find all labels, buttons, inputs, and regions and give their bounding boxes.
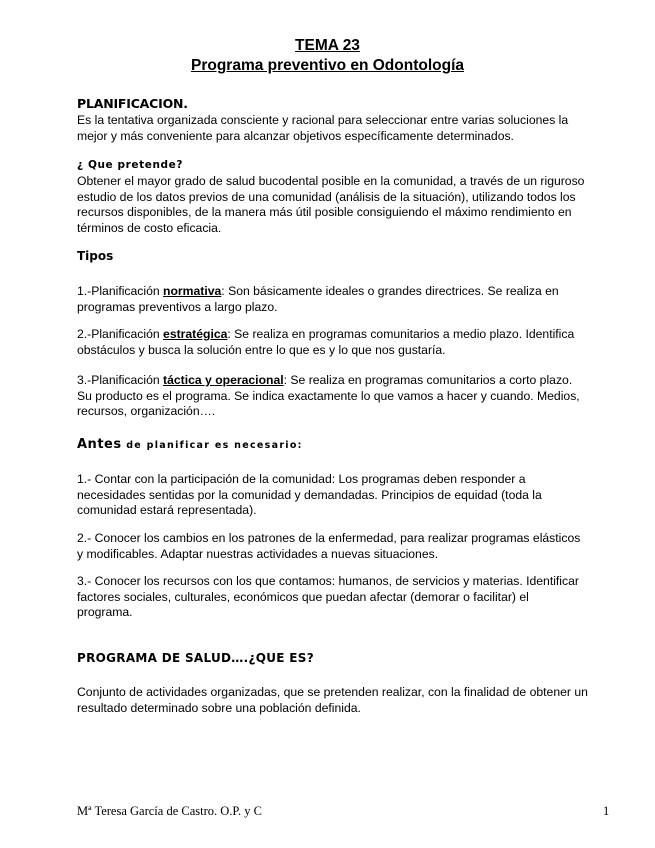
page-subtitle: Programa preventivo en Odontología [190, 57, 464, 74]
heading-planificacion: PLANIFICACION. [77, 96, 188, 111]
antes-item-1: 1.- Contar con la participación de la comunidad: Los programas deben responder a necesidades sentidas por la comunidad y demandadas. Principios de equidad (toda la comunidad estará representada). [77, 472, 542, 517]
paragraph-planificacion: Es la tentativa organizada consciente y racional para seleccionar entre varias soluciones la mejor y más conveniente para alcanzar objetivos específicamente determinados. [77, 113, 569, 143]
term-normativa: normativa [163, 284, 222, 298]
paragraph-que-pretende: Obtener el mayor grado de salud bucodental posible en la comunidad, a través de un riguroso estudio de los datos previos de una comunidad (análisis de la situación), utilizando todos los recursos disponibles, de la manera más útil posible consiguiendo el máximo rendimiento en términos de costo eficacia. [77, 174, 585, 235]
antes-item-3: 3.- Conocer los recursos con los que contamos: humanos, de servicios y materias. Identificar factores sociales, culturales, económicos que puedan afectar (demorar o facilitar) el programa. [77, 574, 579, 619]
heading-antes: Antes de planificar es necesario: [77, 437, 303, 452]
tipo-item-estrategica: 2.-Planificación estratégica: Se realiza en programas comunitarios a medio plazo. Identifica obstáculos y busca la solución entre lo que es y lo que nos gustaría. [77, 327, 575, 357]
heading-que-pretende: ¿ Que pretende? [77, 159, 184, 171]
tipo-item-tactica: 3.-Planificación táctica y operacional: Se realiza en programas comunitarios a corto plazo. Su producto es el programa. Se indica exactamente lo que vamos a hacer y cuando. Medios, recursos, organización…. [77, 373, 580, 418]
tipo-item-normativa: 1.-Planificación normativa: Son básicamente ideales o grandes directrices. Se realiza en programas preventivos a largo plazo. [77, 284, 559, 314]
footer-page-number: 1 [603, 804, 610, 818]
footer-author: Mª Teresa García de Castro. O.P. y C [77, 804, 262, 818]
term-estrategica: estratégica [163, 327, 228, 341]
paragraph-programa-salud: Conjunto de actividades organizadas, que se pretenden realizar, con la finalidad de obtener un resultado determinado sobre una población definida. [77, 685, 588, 715]
page-title: TEMA 23 [295, 37, 360, 54]
heading-programa-salud: PROGRAMA DE SALUD….¿QUE ES? [77, 651, 314, 665]
heading-tipos: Tipos [77, 249, 114, 263]
term-tactica-operacional: táctica y operacional [163, 373, 284, 387]
antes-item-2: 2.- Conocer los cambios en los patrones de la enfermedad, para realizar programas elásticos y modificables. Adaptar nuestras actividades a nuevas situaciones. [77, 531, 581, 561]
